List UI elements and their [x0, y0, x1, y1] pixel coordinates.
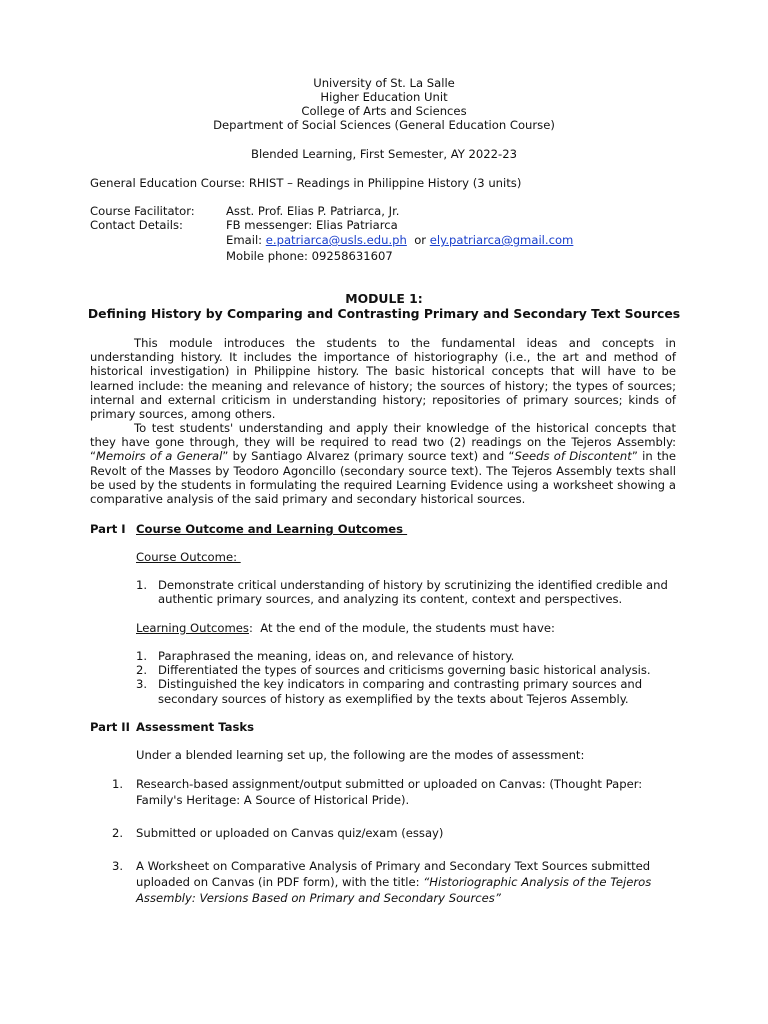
module-number: MODULE 1:	[345, 291, 423, 306]
list-item-number: 3.	[112, 859, 124, 873]
list-item-text: Demonstrate critical understanding of history by scrutinizing the identified credible and authentic primary sources, and analyzing its content, context and perspectives.	[158, 578, 668, 607]
list-item-text: A Worksheet on Comparative Analysis of Primary and Secondary Text Sources submitted uploaded on Canvas (in PDF form), with the title:	[136, 859, 651, 889]
contact-label: Contact Details:	[90, 218, 183, 232]
part2-label: Part II	[90, 720, 130, 734]
assessment-task-list-3	[112, 858, 678, 906]
intro-p2-a: To test students' understanding and apply their knowledge of the historical concepts that they have gone through, they will be required to read two (2) readings on the Tejeros Assembly: “	[90, 421, 676, 464]
intro-paragraph-2	[90, 421, 676, 506]
email-link-usls[interactable]: e.patriarca@usls.edu.ph	[265, 233, 407, 247]
email-link-gmail[interactable]: ely.patriarca@gmail.com	[429, 233, 574, 247]
learning-outcomes-rest: : At the end of the module, the students must have:	[248, 621, 555, 635]
list-item	[112, 825, 678, 841]
email-line	[226, 233, 573, 247]
list-item-text: Research-based assignment/output submitted or uploaded on Canvas: (Thought Paper: Family's Heritage: A Source of Historical Pride).	[136, 777, 643, 807]
list-item	[112, 858, 678, 906]
email-or: or	[406, 233, 430, 247]
assessment-task-list-2	[112, 825, 678, 841]
fb-messenger: FB messenger: Elias Patriarca	[226, 218, 398, 232]
department-name: Department of Social Sciences (General Education Course)	[213, 118, 555, 132]
learning-outcomes-line	[136, 621, 555, 635]
learning-outcome-list	[136, 649, 676, 706]
part2-heading: Assessment Tasks	[136, 720, 254, 734]
facilitator-label: Course Facilitator:	[90, 204, 195, 218]
list-item-number: 1.	[112, 777, 124, 791]
part1-heading: Course Outcome and Learning Outcomes	[136, 522, 408, 536]
facilitator-value: Asst. Prof. Elias P. Patriarca, Jr.	[226, 204, 400, 218]
worksheet-title: “Historiographic Analysis of the Tejeros Assembly: Versions Based on Primary and Secondary Sources”	[136, 875, 652, 905]
college-name: College of Arts and Sciences	[301, 104, 467, 118]
intro-paragraph-1-text: This module introduces the students to the fundamental ideas and concepts in understanding history. It includes the importance of historiography (i.e., the art and method of historical investigation) in Philippine history. The basic historical concepts that will have to be learned include: the meaning and relevance of history; the sources of history; the types of sources; internal and external criticism in understanding history; repositories of primary sources; kinds of primary sources, among others.	[90, 336, 676, 422]
list-item-text: Distinguished the key indicators in comparing and contrasting primary sources and secondary sources of history as exemplified by the texts about Tejeros Assembly.	[158, 677, 643, 706]
list-item-text: Submitted or uploaded on Canvas quiz/exam (essay)	[136, 826, 444, 840]
list-item-number: 1.	[136, 578, 148, 592]
course-outcome-label: Course Outcome:	[136, 550, 241, 564]
university-name: University of St. La Salle	[313, 76, 455, 90]
assessment-task-list-1	[112, 776, 678, 808]
list-item-number: 1.	[136, 649, 148, 663]
course-title-line: General Education Course: RHIST – Readings in Philippine History (3 units)	[90, 176, 522, 190]
intro-p2-e: ” in the Revolt of the Masses by Teodoro Agoncillo (secondary source text). The Tejeros Assembly texts shall be used by the students in formulating the required Learning Evidence using a worksheet showing a comparative analysis of the said primary and secondary historical sources.	[90, 449, 676, 507]
seeds-title: Seeds of Discontent	[514, 449, 632, 464]
intro-p2-c: ” by Santiago Alvarez (primary source text) and “	[222, 449, 515, 464]
list-item-text: Differentiated the types of sources and criticisms governing basic historical analysis.	[158, 663, 651, 678]
list-item-number: 2.	[136, 663, 148, 678]
mobile-phone: Mobile phone: 09258631607	[226, 249, 393, 263]
email-label: Email:	[226, 233, 266, 247]
list-item-number: 3.	[136, 677, 148, 692]
module-title: Defining History by Comparing and Contrasting Primary and Secondary Text Sources	[87, 306, 681, 321]
part1-label: Part I	[90, 522, 126, 536]
list-item	[136, 677, 676, 705]
memoirs-title: Memoirs of a General	[96, 449, 223, 464]
list-item-text: Paraphrased the meaning, ideas on, and relevance of history.	[158, 649, 515, 663]
learning-outcomes-label: Learning Outcomes	[136, 621, 249, 635]
list-item	[112, 776, 678, 808]
semester-line: Blended Learning, First Semester, AY 2022-23	[251, 147, 517, 161]
list-item	[136, 578, 676, 606]
list-item	[136, 649, 676, 663]
assessment-intro: Under a blended learning set up, the following are the modes of assessment:	[136, 748, 585, 762]
unit-name: Higher Education Unit	[320, 90, 448, 104]
intro-paragraph-1	[90, 336, 676, 421]
list-item	[136, 663, 676, 677]
course-outcome-list	[136, 578, 676, 606]
list-item-number: 2.	[112, 826, 124, 840]
